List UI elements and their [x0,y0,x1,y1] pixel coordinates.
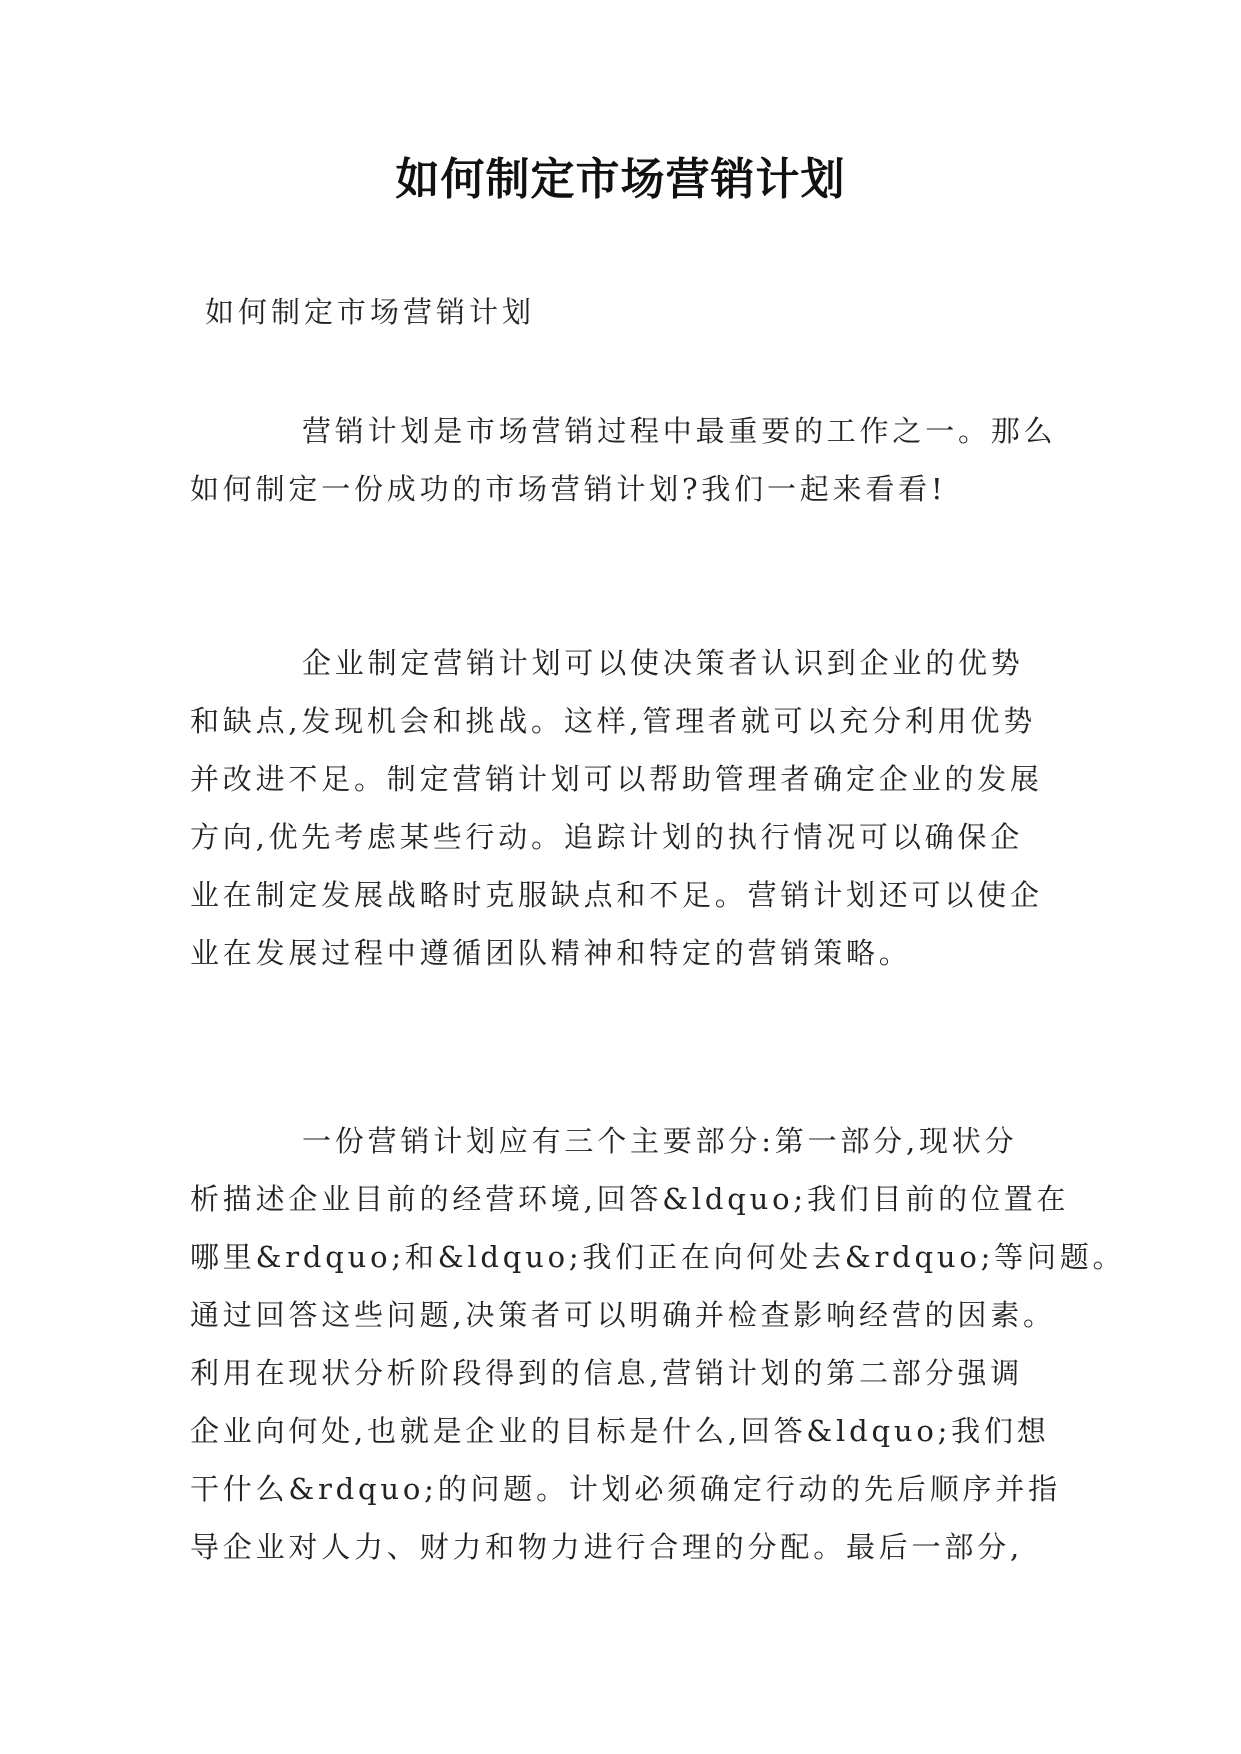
paragraph-line: 哪里&rdquo;和&ldquo;我们正在向何处去&rdquo;等问题。 [190,1240,1126,1274]
paragraph-line: 导企业对人力、财力和物力进行合理的分配。最后一部分, [190,1530,1024,1564]
paragraph-line: 如何制定一份成功的市场营销计划?我们一起来看看! [190,472,947,506]
paragraph-line: 企业制定营销计划可以使决策者认识到企业的优势 [302,646,1024,680]
paragraph-intro [190,402,1055,518]
paragraph-line: 干什么&rdquo;的问题。计划必须确定行动的先后顺序并指 [190,1472,1061,1506]
paragraph-line: 业在发展过程中遵循团队精神和特定的营销策略。 [190,936,912,970]
paragraph-line: 一份营销计划应有三个主要部分:第一部分,现状分 [302,1124,1018,1158]
paragraph-line: 通过回答这些问题,决策者可以明确并检查影响经营的因素。 [190,1298,1056,1332]
paragraph-benefits [190,634,1055,982]
paragraph-line: 和缺点,发现机会和挑战。这样,管理者就可以充分利用优势 [190,704,1037,738]
paragraph-line: 析描述企业目前的经营环境,回答&ldquo;我们目前的位置在 [190,1182,1070,1216]
paragraph-line: 业在制定发展战略时克服缺点和不足。营销计划还可以使企 [190,878,1043,912]
paragraph-structure [190,1112,1126,1576]
paragraph-line: 并改进不足。制定营销计划可以帮助管理者确定企业的发展 [190,762,1043,796]
paragraph-line: 利用在现状分析阶段得到的信息,营销计划的第二部分强调 [190,1356,1024,1390]
paragraph-line: 企业向何处,也就是企业的目标是什么,回答&ldquo;我们想 [190,1414,1050,1448]
document-title: 如何制定市场营销计划 [395,154,846,205]
document-subtitle: 如何制定市场营销计划 [205,295,536,329]
paragraph-line: 方向,优先考虑某些行动。追踪计划的执行情况可以确保企 [190,820,1024,854]
paragraph-line: 营销计划是市场营销过程中最重要的工作之一。那么 [302,414,1057,448]
